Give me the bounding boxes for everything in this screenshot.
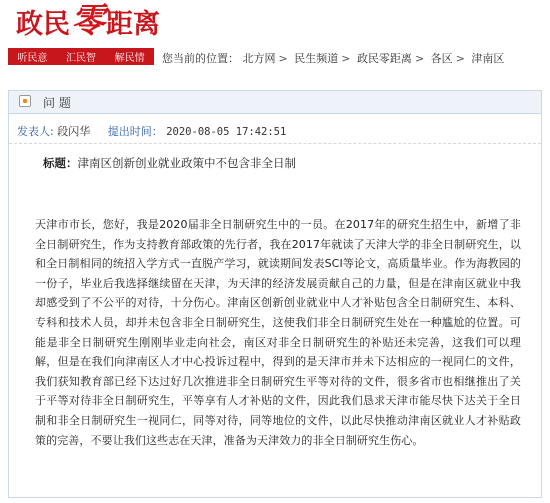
breadcrumb-link[interactable]: 民生频道 [294,52,339,65]
question-content: 天津市市长，您好，我是2020届非全日制研究生中的一员。在2017年的研究生招生中，新增了非全日制研究生，作为支持教育部政策的先行者，我在2017年就读了天津大学的非全日制研究生，以和全日制相同的统招入学方式一直脱产学习，就读期间发表SCI等论文，高质量毕业。作为海教园的一份子，毕业后我选择继续留在天津，为天津的经济发展贡献自己的力量，但是在津南区就业中我却感受到了不公平的对待，十分伤心。津南区创新创业就业中人才补贴包含全日制研究生、本科、专科和技术人员，却并未包含非全日制研究生，这使我们非全日制研究生处在一种尴尬的位置。可能是非全日制研究生刚刚毕业走向社会，南区对非全日制研究生的补贴还未完善，这我们可以理解，但是在我们向津南区人才中心投诉过程中，得到的是天津市并未下达相应的一视同仁的文件，我们获知教育部已经下达过好几次推进非全日制研究生平等对待的文件，很多省市也相继推出了关于平等对待非全日制研究生，平等享有人才补贴的文件，因此我们恳求天津市能尽快下达关于全日制和非全日制研究生一视同仁，同等对待，同等地位的文件，以此尽快推动津南区就业人才补贴政策的完善，不要让我们这些志在天津，准备为天津效力的非全日制研究生伤心。 [35,218,521,447]
breadcrumb-prefix: 您当前的位置： [162,52,239,65]
logo-text-a: 政民 [16,9,70,40]
breadcrumb [162,50,504,66]
slogan-item: 解民情 [114,53,145,64]
panel-header [9,91,541,114]
logo-text-b: 零 [71,1,105,41]
post-time: 2020-08-05 17:42:51 [166,126,287,138]
author-label: 发表人: [17,125,54,138]
breadcrumb-link[interactable]: 津南区 [471,52,505,65]
panel-title: 问 题 [43,96,71,110]
divider [9,143,541,144]
time-label: 提出时间： [107,125,163,138]
question-icon [19,95,31,107]
post-meta [17,123,286,139]
author-name: 段闪华 [57,125,91,138]
breadcrumb-separator: > [455,52,465,65]
breadcrumb-separator: > [278,52,288,65]
breadcrumb-separator: > [414,52,425,65]
slogan-item: 听民意 [17,53,48,64]
breadcrumb-separator: > [341,52,351,65]
question-panel [8,90,542,498]
subject-label: 标题： [43,156,78,170]
site-logo[interactable] [16,1,160,41]
subject-line [43,155,296,171]
subject-text: 津南区创新创业就业政策中不包含非全日制 [77,156,296,170]
breadcrumb-link[interactable]: 各区 [430,52,453,65]
site-header [0,0,550,70]
breadcrumb-link[interactable]: 北方网 [242,52,276,65]
breadcrumb-link[interactable]: 政民零距离 [356,52,412,65]
logo-text-c: 距离 [106,9,160,40]
slogan-bar [8,48,154,65]
slogan-item: 汇民智 [65,53,96,64]
